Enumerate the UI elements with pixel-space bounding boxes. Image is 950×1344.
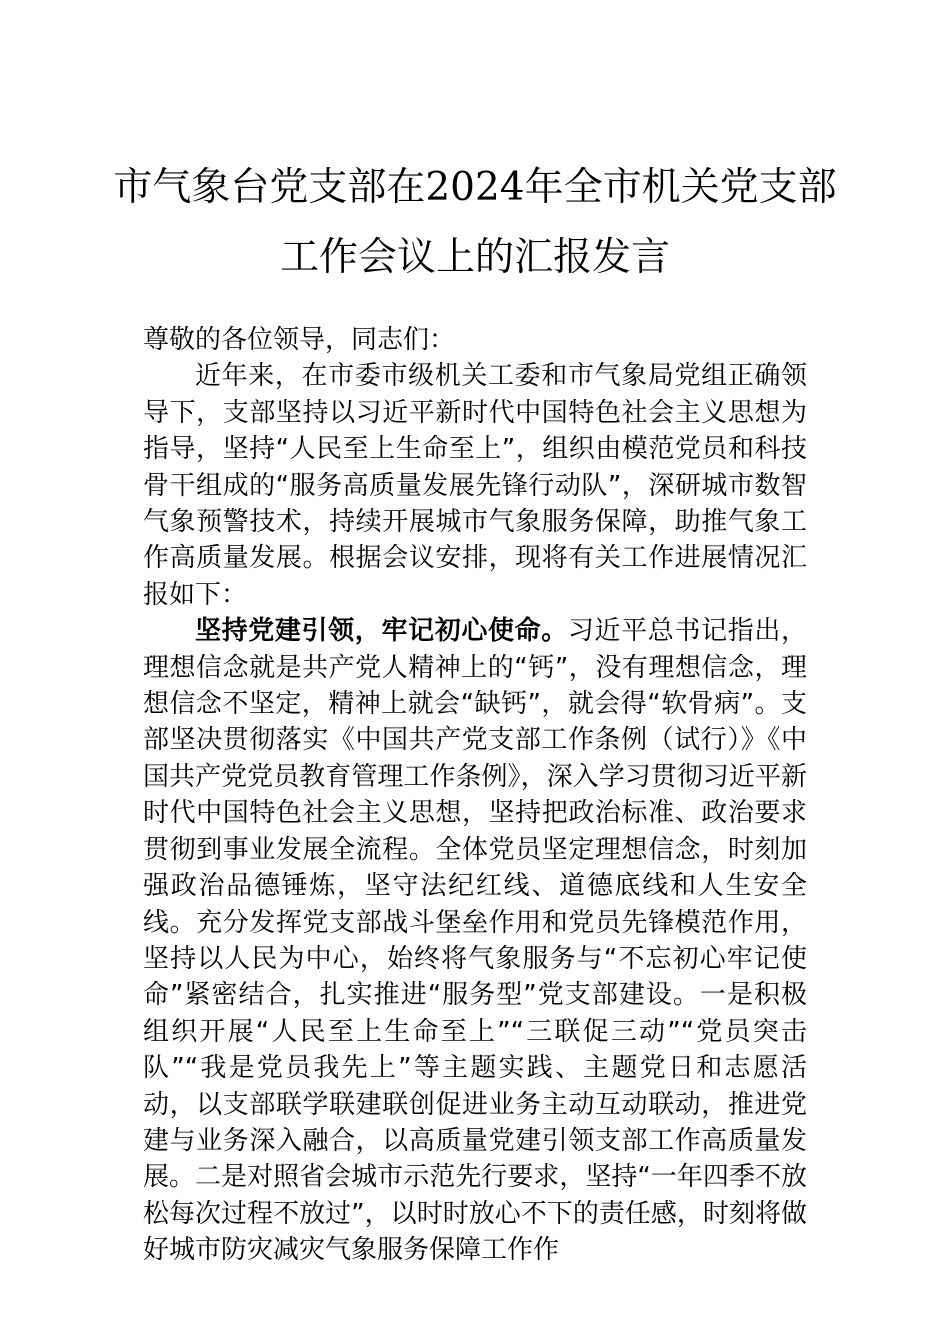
salutation: 尊敬的各位领导，同志们： <box>143 325 456 355</box>
document-body <box>143 322 807 1269</box>
section-1-body: 习近平总书记指出，理想信念就是共产党人精神上的“钙”，没有理想信念，理想信念不坚定，精神上就会“缺钙”，就会得“软骨病”。支部坚决贯彻落实《中国共产党支部工作条例（试行）》《中国共产党党员教育管理工作条例》，深入学习贯彻习近平新时代中国特色社会主义思想，坚持把政治标准、政治要求贯彻到事业发展全流程。全体党员坚定理想信念，时刻加强政治品德锤炼，坚守法纪红线、道德底线和人生安全线。充分发挥党支部战斗堡垒作用和党员先锋模范作用，坚持以人民为中心，始终将气象服务与“不忘初心牢记使命”紧密结合，扎实推进“服务型”党支部建设。一是积极组织开展“人民至上生命至上”“三联促三动”“党员突击队”“我是党员我先上”等主题实践、主题党日和志愿活动，以支部联学联建联创促进业务主动互动联动，推进党建与业务深入融合，以高质量党建引领支部工作高质量发展。二是对照省会城市示范先行要求，坚持“一年四季不放松每次过程不放过”，以时时放心不下的责任感，时刻将做好城市防灾减灾气象服务保障工作作 <box>143 616 807 1266</box>
document-title-line-2: 工作会议上的汇报发言 <box>279 235 670 280</box>
section-1-heading: 坚持党建引领，牢记初心使命。 <box>195 616 568 647</box>
section-1-paragraph <box>143 613 807 1268</box>
intro-paragraph: 近年来，在市委市级机关工委和市气象局党组正确领导下，支部坚持以习近平新时代中国特色社会主义思想为指导，坚持“人民至上生命至上”，组织由模范党员和科技骨干组成的“服务高质量发展先锋行动队”，深研城市数智气象预警技术，持续开展城市气象服务保障，助推气象工作高质量发展。根据会议安排，现将有关工作进展情况汇报如下： <box>143 361 807 610</box>
document-title-line-1: 市气象台党支部在2024年全市机关党支部 <box>113 165 837 210</box>
